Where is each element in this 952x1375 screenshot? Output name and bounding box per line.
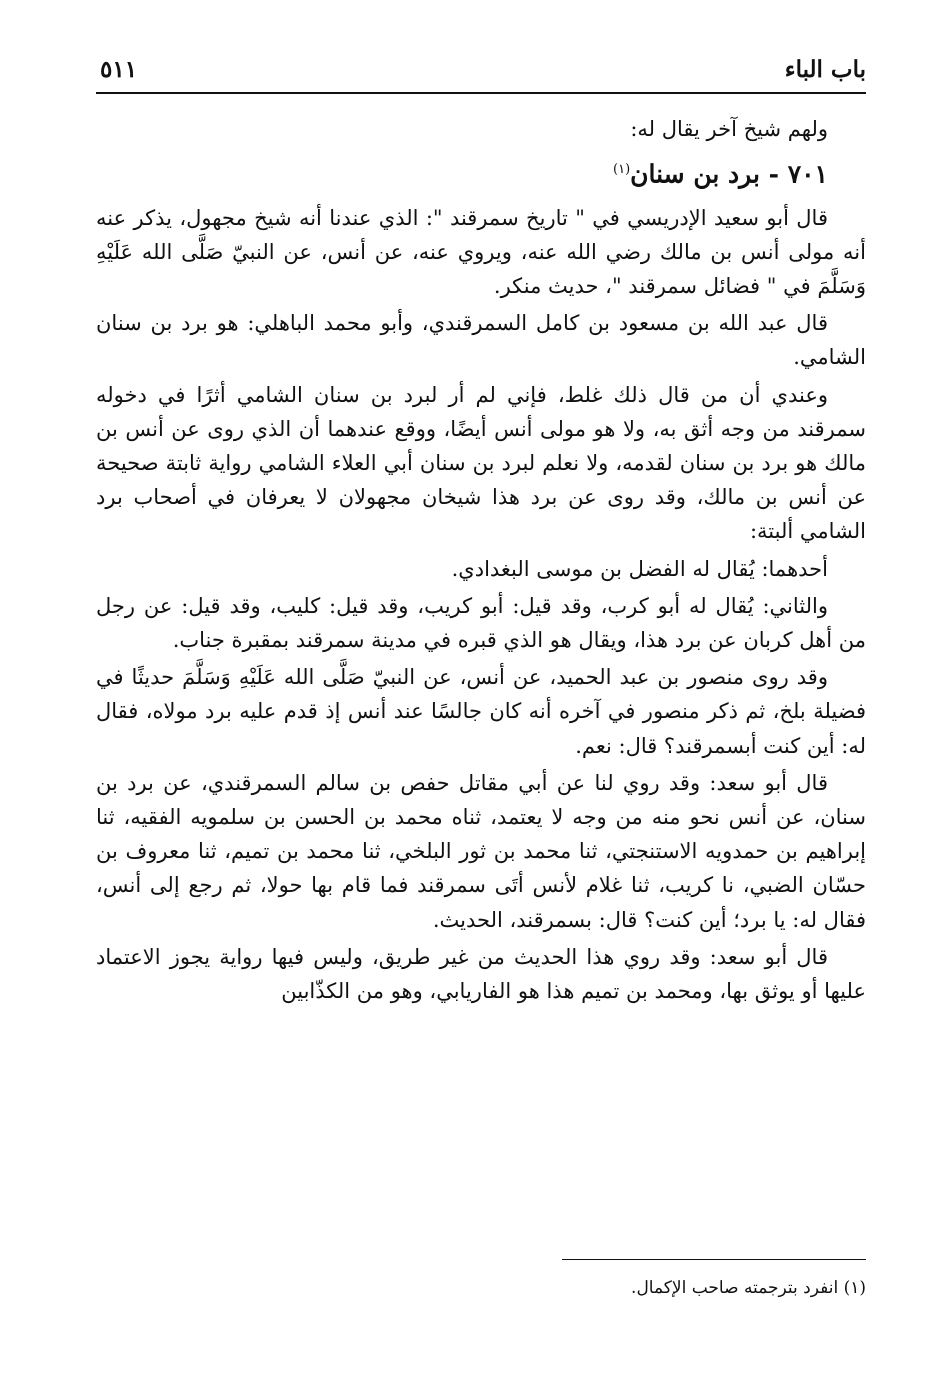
footnote-reference: (١) — [613, 162, 631, 178]
paragraph: قال أبو سعد: وقد روي هذا الحديث من غير طريق، وليس فيها رواية يجوز الاعتماد عليها أو يوثق بها، ومحمد بن تميم هذا هو الفاريابي، وهو من الكذّابين — [96, 944, 866, 1003]
paragraph: قال أبو سعيد الإدريسي في " تاريخ سمرقند ": الذي عندنا أنه شيخ مجهول، يذكر عنه أنه مولى أنس بن مالك رضي الله عنه، ويروي عنه، عن أنس، عن النبيّ صَلَّى الله عَلَيْهِ وَسَلَّمَ في " فضائل سمرقند "، حديث منكر. — [96, 205, 866, 298]
entry-heading-text: ٧٠١ - برد بن سنان — [630, 159, 828, 189]
footnote-divider — [562, 1259, 866, 1260]
paragraph: أحدهما: يُقال له الفضل بن موسى البغدادي. — [451, 556, 828, 581]
entry-heading — [96, 151, 866, 193]
paragraph: قال عبد الله بن مسعود بن كامل السمرقندي، وأبو محمد الباهلي: هو برد بن سنان الشامي. — [96, 311, 866, 370]
paragraph: قال أبو سعد: وقد روي لنا عن أبي مقاتل حفص بن سالم السمرقندي، عن برد بن سنان، عن أنس نحو منه من وجه لا يعتمد، ثناه محمد بن الحسن بن سلمويه الفقيه، ثنا إبراهيم بن حمدويه الاستنجتي، ثنا محمد بن ثور البلخي، ثنا محمد بن تميم، ثنا معروف بن حسّان الضبي، نا كريب، ثنا غلام لأنس أتَى سمرقند فما قام بها حولا، ثم رجع إلى أنس، فقال له: يا برد؛ أين كنت؟ قال: بسمرقند، الحديث. — [96, 770, 866, 932]
running-header — [96, 52, 866, 94]
main-text — [96, 112, 866, 1011]
running-title: باب الباء — [784, 56, 866, 83]
paragraph: والثاني: يُقال له أبو كرب، وقد قيل: أبو كريب، وقد قيل: كليب، وقد قيل: عن رجل من أهل كربان عن برد هذا، ويقال هو الذي قبره في مدينة سمرقند بمقبرة جناب. — [96, 593, 866, 652]
page-number: ٥١١ — [100, 56, 138, 83]
paragraph: وعندي أن من قال ذلك غلط، فإني لم أر لبرد بن سنان الشامي أثرًا في دخوله سمرقند من وجه أثق به، ولا هو مولى أنس أيضًا، ووقع عندهما أن الذي روى عن أنس بن مالك هو برد بن سنان لقدمه، ولا نعلم لبرد بن سنان أبي العلاء الشامي رواية ثابتة صحيحة عن أنس بن مالك، وقد روى عن برد هذا شيخان مجهولان لا يعرفان في أصحاب برد الشامي ألبتة: — [96, 382, 866, 544]
paragraph: وقد روى منصور بن عبد الحميد، عن أنس، عن النبيّ صَلَّى الله عَلَيْهِ وَسَلَّمَ حديثًا في فضيلة بلخ، ثم ذكر منصور في آخره أنه كان جالسًا عند أنس إذ قدم عليه برد مولاه، فقال له: أين كنت أبسمرقند؟ قال: نعم. — [96, 665, 866, 758]
footnote: (١) انفرد بترجمته صاحب الإكمال. — [631, 1278, 866, 1298]
intro-line: ولهم شيخ آخر يقال له: — [630, 117, 828, 141]
